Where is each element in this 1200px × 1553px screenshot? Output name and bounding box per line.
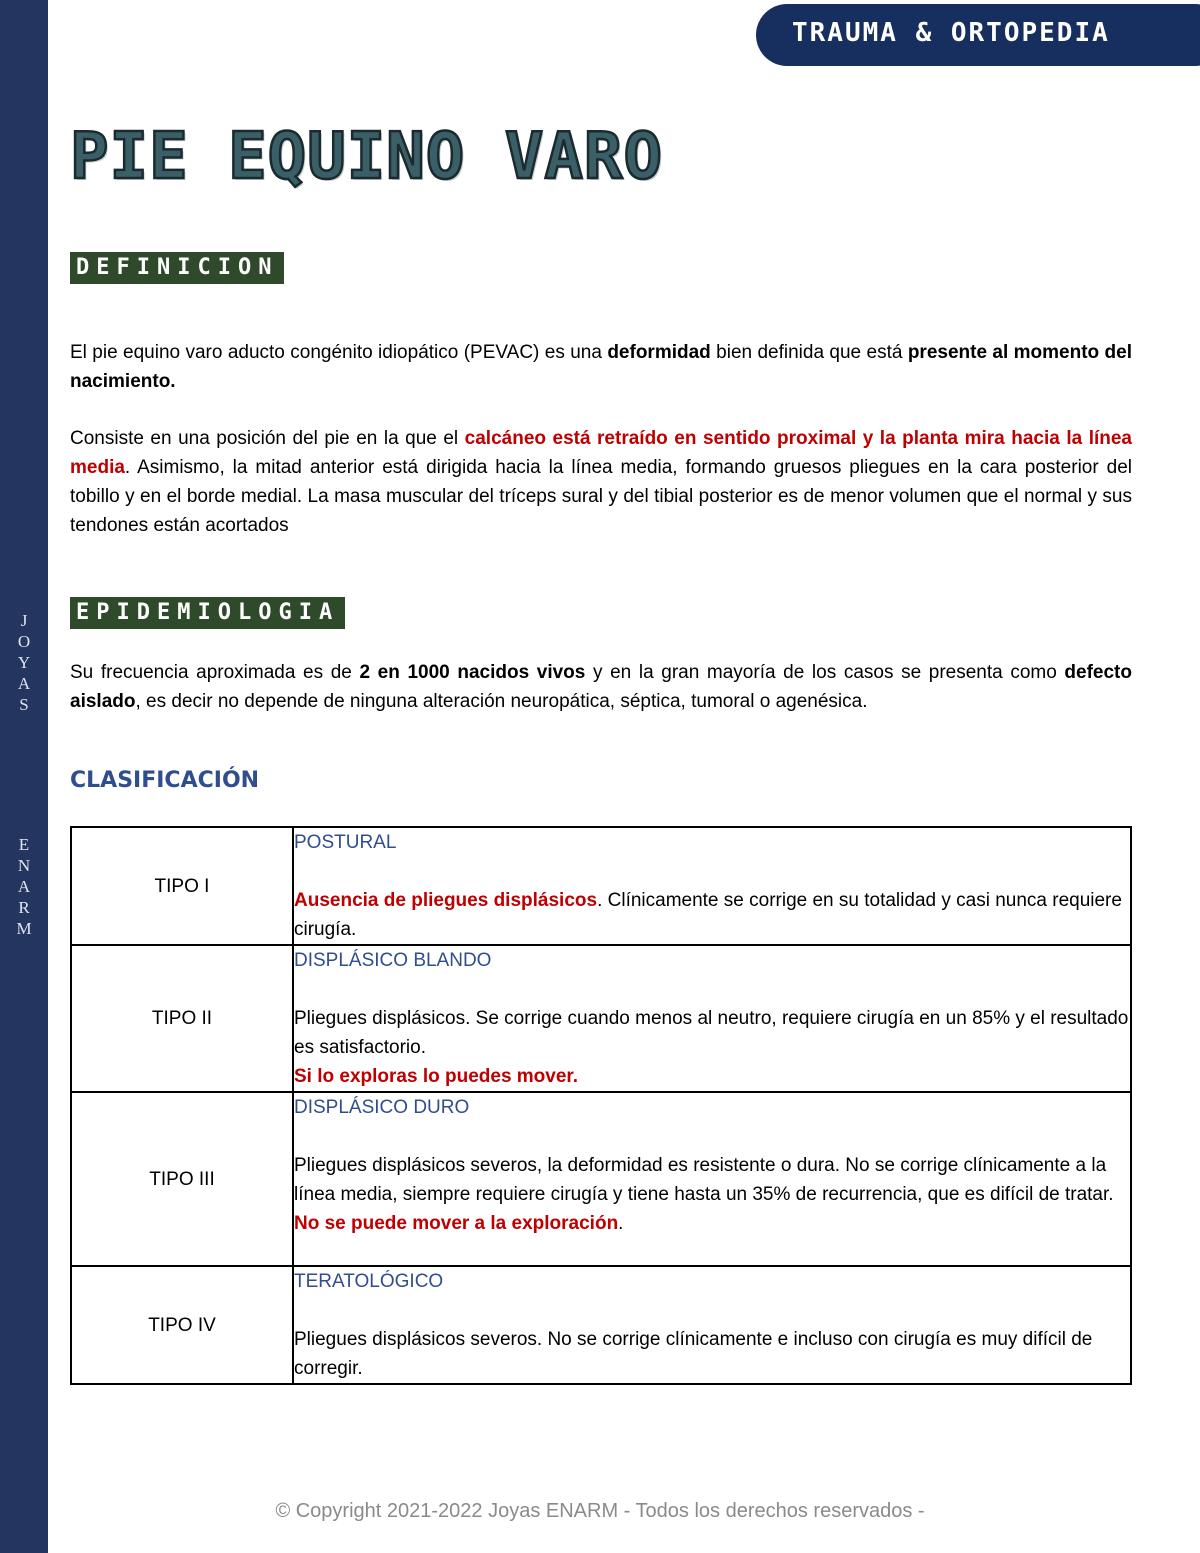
definicion-paragraph-2: Consiste en una posición del pie en la que el calcáneo está retraído en sentido proximal y la planta mira hacia la línea media. Asimismo, la mitad anterior está dirigida hacia la línea media, formando gruesos pliegues en la cara posterior del tobillo y en el borde medial. La masa muscular del tríceps sural y del tibial posterior es de menor volumen que el normal y sus tendones están acortados (70, 428, 1133, 536)
description-text: Pliegues displásicos. Se corrige cuando menos al neutro, requiere cirugía en un 85% y el resultado es satisfactorio. (294, 1008, 1129, 1058)
table-row (71, 945, 1131, 1092)
red-highlight: Si lo exploras lo puedes mover. (294, 1066, 579, 1087)
type-cell: TIPO III (71, 1092, 293, 1266)
description-cell (293, 945, 1131, 1092)
footer-copyright: © Copyright 2021-2022 Joyas ENARM - Todos los derechos reservados - (275, 1500, 925, 1522)
section-heading-clasificacion: CLASIFICACIÓN (70, 768, 260, 793)
page-title: PIE EQUINO VARO (70, 120, 663, 194)
type-name: TERATOLÓGICO (294, 1271, 444, 1292)
type-name: DISPLÁSICO DURO (294, 1097, 470, 1118)
table-row (71, 1092, 1131, 1266)
sidebar-word-joyas: J O Y A S (17, 611, 31, 714)
sidebar-word-enarm: E N A R M (16, 835, 32, 938)
header-badge-label: TRAUMA & ORTOPEDIA (792, 18, 1110, 48)
description-cell (293, 1266, 1131, 1384)
description-text: Pliegues displásicos severos, la deformidad es resistente o dura. No se corrige clínicamente a la línea media, siempre requiere cirugía y tiene hasta un 35% de recurrencia, que es difícil de tratar. (294, 1155, 1114, 1205)
red-highlight: No se puede mover a la exploración (294, 1213, 619, 1234)
description-cell: DISPLÁSICO DURO Pliegues displásicos severos, la deformidad es resistente o dura. No se corrige clínicamente a la línea media, siempre requiere cirugía y tiene hasta un 35% de recurrencia, que es difícil de tratar. No se puede mover a la exploración. (293, 1092, 1131, 1266)
type-cell: TIPO IV (71, 1266, 293, 1384)
description-text: . Clínicamente se corrige en su totalidad y casi nunca requiere cirugía. (294, 890, 1122, 940)
epidemiologia-paragraph: Su frecuencia aproximada es de 2 en 1000 nacidos vivos y en la gran mayoría de los casos se presenta como defecto aislado, es decir no depende de ninguna alteración neuropática, séptica, tumoral o agenésica. (70, 662, 1132, 712)
type-name: DISPLÁSICO BLANDO (294, 950, 492, 971)
type-cell: TIPO II (71, 945, 293, 1092)
sidebar-strip (0, 0, 48, 1553)
table-row (71, 827, 1131, 945)
type-name: POSTURAL (294, 832, 397, 853)
section-heading-epidemiologia: EPIDEMIOLOGIA (70, 597, 345, 629)
type-cell: TIPO I (71, 827, 293, 945)
definicion-paragraph-1: El pie equino varo aducto congénito idiopático (PEVAC) es una deformidad bien definida que está presente al momento del nacimiento. (70, 342, 1132, 392)
red-highlight: Ausencia de pliegues displásicos (294, 890, 598, 911)
description-cell (293, 827, 1131, 945)
classification-table (70, 826, 1132, 1385)
description-text: Pliegues displásicos severos. No se corrige clínicamente e incluso con cirugía es muy difícil de corregir. (294, 1329, 1093, 1379)
section-heading-definicion: DEFINICION (70, 252, 284, 284)
table-row (71, 1266, 1131, 1384)
